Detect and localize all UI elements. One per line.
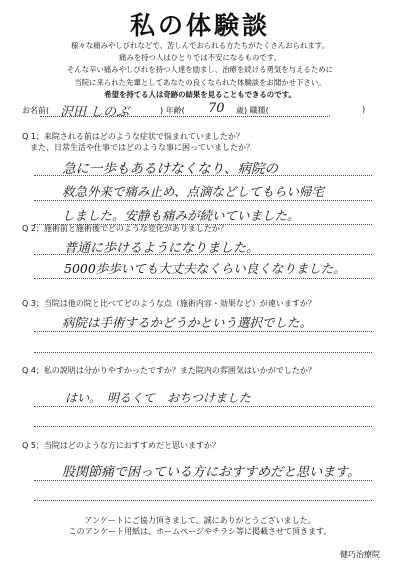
answer-line — [34, 175, 372, 176]
intro-line: 希望を持てる人は奇跡の結果を見ることもできるのです。 — [104, 89, 296, 99]
question-5: Q 5；当院はどのような方におすすめだと思いますか？ — [22, 441, 221, 450]
answer-line — [34, 331, 372, 332]
answer-line — [34, 426, 372, 427]
answer-1-line-3: しました。安静も痛みが続いていました。 — [62, 208, 300, 223]
answer-2-line-2: 5000歩歩いても大丈夫なくらい良くなりました。 — [64, 261, 346, 276]
page-title: 私の体験談 — [129, 11, 270, 40]
answer-1-line-1: 急に一歩もあるけなくなり、病院の — [62, 161, 278, 177]
answer-1-line-2: 救急外来で痛み止め、点滴などしてもらい帰宅 — [62, 184, 325, 199]
answer-line — [34, 254, 372, 255]
respondent-info — [22, 101, 382, 120]
answer-line — [34, 500, 372, 501]
age-label: ) 年齢( — [160, 106, 185, 115]
question-1: Q 1；来院される前はどのような症状で悩まれていましたか？ また、日常生活や仕事ではどのような事に困っていましたか？ — [22, 132, 254, 152]
answer-4-line-1: はい。 明るくて おちつけました — [65, 391, 251, 405]
intro-text — [20, 40, 380, 101]
age-suffix: 歳) 職種( — [236, 106, 269, 115]
occupation-close: ) — [362, 105, 366, 114]
intro-line: 痛みを持つ人はひとりでは不安になるものです。 — [118, 53, 281, 63]
name-label: お名前( — [22, 106, 50, 115]
question-4: Q 4；私の説明は分かりやすかったですか？また院内の雰囲気はいかがでしたか？ — [22, 366, 316, 375]
intro-line: そんな辛い痛みやしびれを持つ人達を励まし、治療を続ける勇気を与えるために — [66, 65, 334, 75]
answer-3-line-1: 病院は手術するかどうかという選択でした。 — [62, 315, 313, 330]
answer-line — [34, 278, 372, 279]
answer-line — [34, 406, 372, 407]
answer-line — [34, 200, 372, 201]
name-value: 沢田 しのぶ — [60, 105, 130, 120]
clinic-name: 健巧治療院 — [340, 550, 380, 559]
intro-line: 様々な痛みやしびれなどで、苦しんでおられる方たちがたくさんおられます。 — [71, 41, 329, 50]
question-2: Q 2；施術前と施術後でどのような変化がありましたか？ — [22, 224, 228, 233]
question-3: Q 3；当院は他の院と比べてどのような点（施術内容・効果など）が違いますか？ — [22, 299, 316, 308]
answer-line — [34, 480, 372, 481]
answer-2-line-1: 普通に歩けるようになりました。 — [64, 241, 260, 256]
answer-line — [34, 352, 372, 353]
answer-5-line-1: 股関節痛で困っている方におすすめだと思います。 — [62, 465, 361, 480]
info-underline — [40, 116, 330, 117]
thank-you-note: アンケートにご協力頂きまして、誠にありがとうございました。 このアンケート用紙は、ホームページやチラシ等に掲載させて頂きます。 — [68, 516, 332, 536]
intro-line: 当院に来られた先輩としてあなたの良くなられた体験談をお聞かせ下さい。 — [74, 77, 326, 87]
age-value: 70 — [208, 101, 225, 116]
